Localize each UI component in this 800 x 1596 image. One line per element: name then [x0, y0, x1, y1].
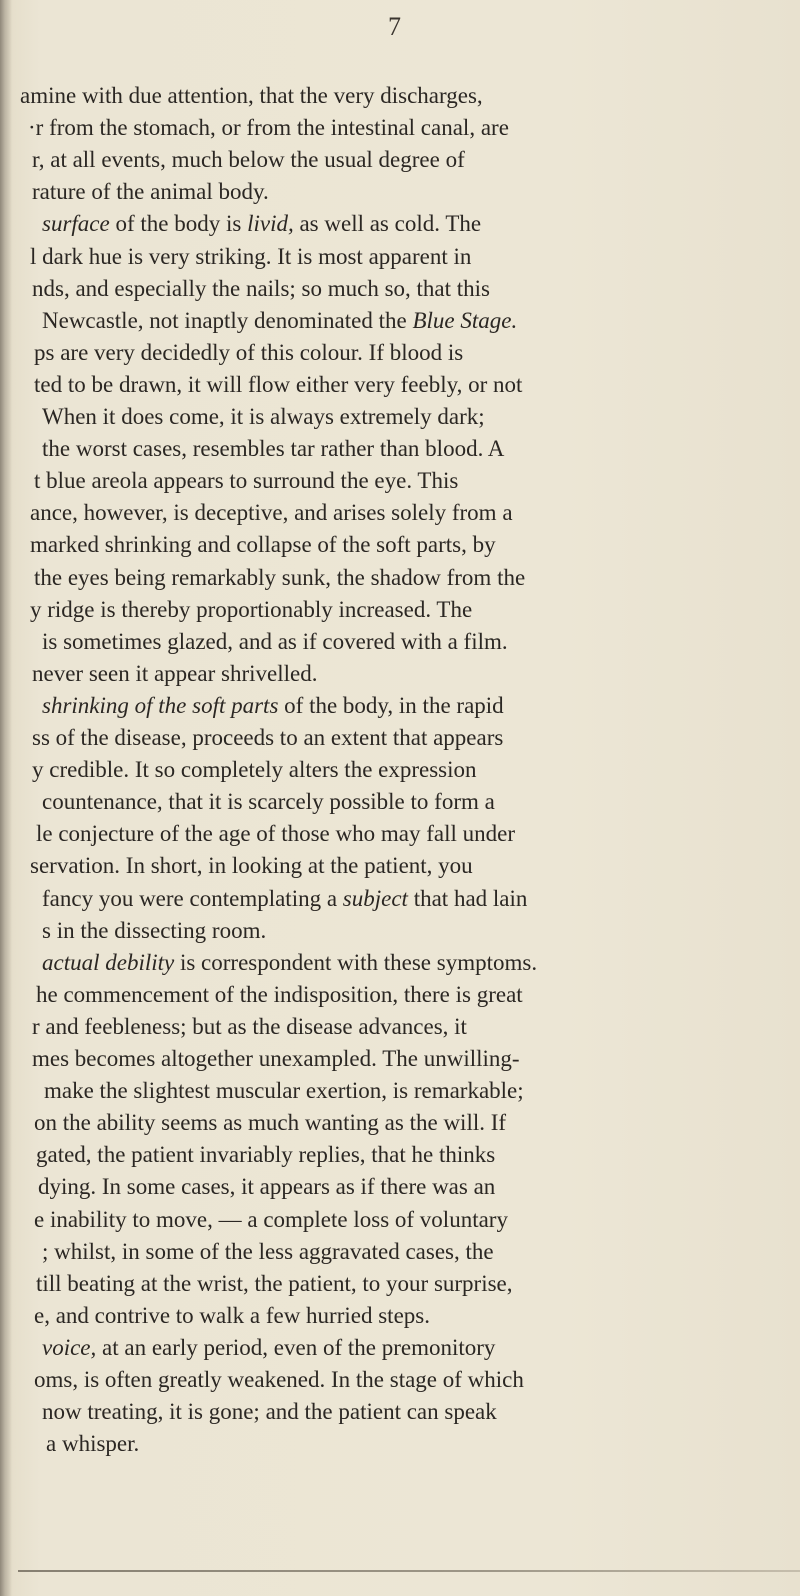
text-run: amine with due attention, that the very discharges, — [20, 83, 483, 108]
text-line — [34, 337, 463, 369]
text-run: countenance, that it is scarcely possible to form a — [42, 789, 495, 815]
italic-text: voice, — [42, 1334, 97, 1360]
text-run: at an early period, even of the premonitory — [96, 1334, 496, 1360]
text-line — [36, 1139, 495, 1171]
text-line — [32, 722, 503, 754]
text-line — [46, 1428, 139, 1460]
text-run: oms, is often greatly weakened. In the stage of which — [34, 1367, 524, 1392]
bottom-edge-rule — [18, 1570, 800, 1572]
page-number: 7 — [388, 12, 401, 41]
text-run: e inability to move, — a complete loss of voluntary — [34, 1206, 508, 1232]
text-line — [34, 369, 522, 401]
text-line — [30, 529, 496, 561]
text-run: that had lain — [407, 885, 528, 911]
text-line — [32, 658, 317, 690]
text-run: e, and contrive to walk a few hurried steps. — [34, 1302, 430, 1328]
text-line — [32, 1011, 467, 1043]
text-line — [30, 594, 472, 626]
text-line — [32, 144, 465, 176]
text-line — [30, 241, 471, 273]
text-line — [34, 1364, 524, 1396]
text-line — [30, 497, 513, 529]
text-line — [32, 1043, 520, 1075]
text-run: r and feebleness; but as the disease advances, it — [32, 1013, 467, 1039]
text-run: l dark hue is very striking. It is most apparent in — [30, 243, 472, 269]
text-run: y credible. It so completely alters the expression — [32, 757, 477, 783]
text-run: marked shrinking and collapse of the soft parts, by — [30, 532, 496, 558]
text-run: y ridge is thereby proportionably increased. The — [30, 596, 473, 622]
text-run: ted to be drawn, it will flow either very feebly, or not — [34, 371, 523, 397]
italic-text: surface — [42, 211, 110, 237]
text-run: of the body, in the rapid — [278, 692, 504, 718]
text-line — [42, 626, 508, 658]
text-run: on the ability seems as much wanting as the will. If — [34, 1110, 507, 1136]
text-run: mes becomes altogether unexampled. The unwilling- — [32, 1046, 520, 1071]
italic-text: Blue Stage. — [412, 307, 518, 333]
text-run: now treating, it is gone; and the patient can speak — [42, 1399, 497, 1425]
text-line — [42, 947, 537, 979]
italic-text: livid, — [247, 211, 294, 237]
text-run: le conjecture of the age of those who may fall under — [36, 821, 515, 847]
text-line — [36, 1268, 513, 1300]
text-run: servation. In short, in looking at the patient, you — [30, 853, 473, 879]
text-run: the worst cases, resembles tar rather than blood. A — [42, 436, 505, 462]
text-line — [42, 786, 495, 818]
text-run: rature of the animal body. — [32, 179, 269, 205]
text-run: When it does come, it is always extremely dark; — [42, 404, 485, 429]
text-line — [36, 979, 523, 1011]
text-run: the eyes being remarkably sunk, the shadow from the — [34, 564, 526, 590]
text-line — [32, 176, 269, 208]
text-line — [34, 1107, 506, 1139]
text-line — [32, 273, 490, 305]
text-line — [44, 1075, 524, 1107]
text-line — [30, 850, 473, 882]
text-run: ss of the disease, proceeds to an extent that appears — [32, 725, 504, 750]
text-run: nds, and especially the nails; so much so, that this — [32, 275, 491, 301]
text-run: Newcastle, not inaptly denominated the — [42, 307, 413, 333]
text-run: dying. In some cases, it appears as if there was an — [38, 1174, 496, 1200]
text-run: t blue areola appears to surround the eye. This — [34, 468, 459, 494]
text-run: he commencement of the indisposition, there is great — [36, 981, 523, 1007]
text-line — [34, 562, 525, 594]
text-run: make the slightest muscular exertion, is remarkable; — [44, 1078, 524, 1104]
text-run: a whisper. — [46, 1431, 140, 1457]
text-run: ps are very decidedly of this colour. If blood is — [34, 339, 464, 365]
text-line — [20, 80, 483, 112]
binding-gutter-shadow — [0, 0, 12, 1596]
text-line — [28, 112, 509, 144]
italic-text: subject — [342, 885, 408, 911]
text-run: s in the dissecting room. — [42, 917, 267, 943]
body-text — [18, 80, 782, 1457]
text-run: never seen it appear shrivelled. — [32, 660, 318, 686]
text-line — [42, 433, 504, 465]
text-line — [42, 1396, 497, 1428]
text-line — [38, 1171, 495, 1203]
text-run: of the body is — [109, 211, 248, 237]
text-line — [34, 1204, 508, 1236]
text-line — [42, 1236, 494, 1268]
text-line — [42, 401, 485, 433]
text-line — [42, 305, 517, 337]
text-run: ·r from the stomach, or from the intestinal canal, are — [28, 115, 509, 141]
italic-text: actual debility — [42, 949, 175, 975]
italic-text: shrinking of the soft parts — [42, 692, 279, 718]
text-line — [36, 818, 515, 850]
text-run: is sometimes glazed, and as if covered with a film. — [42, 628, 508, 654]
text-run: fancy you were contemplating a — [42, 885, 343, 911]
text-run: ; whilst, in some of the less aggravated cases, the — [42, 1238, 494, 1264]
text-line — [34, 465, 458, 497]
text-run: till beating at the wrist, the patient, to your surprise, — [36, 1270, 513, 1296]
text-run: gated, the patient invariably replies, that he thinks — [36, 1142, 496, 1168]
text-run: as well as cold. The — [293, 211, 482, 237]
text-line — [42, 915, 266, 947]
text-line — [42, 208, 481, 240]
text-run: is correspondent with these symptoms. — [174, 949, 538, 975]
text-run: r, at all events, much below the usual degree of — [32, 147, 465, 173]
text-line — [42, 1332, 495, 1364]
text-line — [32, 754, 477, 786]
text-run: ance, however, is deceptive, and arises solely from a — [30, 500, 513, 526]
text-line — [42, 690, 504, 722]
text-line — [42, 883, 527, 915]
text-line — [34, 1300, 430, 1332]
